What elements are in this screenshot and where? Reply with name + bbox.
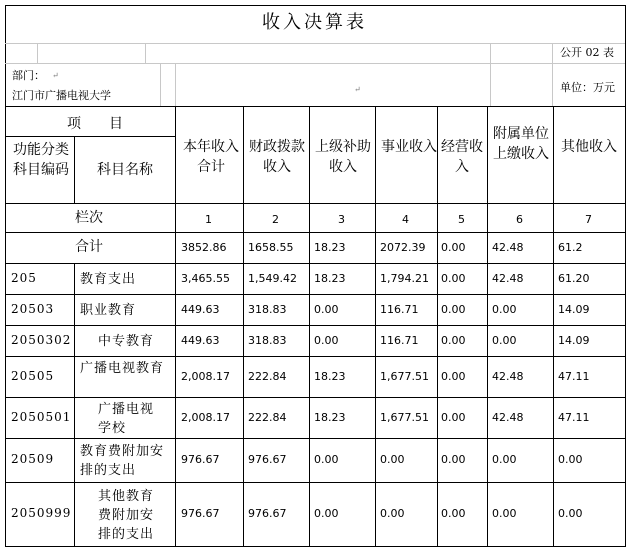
row-value: 14.09 (558, 302, 590, 316)
function-code-header: 功能分类科目编码 (13, 142, 69, 178)
function-code: 2050302 (11, 332, 72, 347)
row-rule (5, 294, 625, 295)
column-rule (375, 106, 376, 546)
row-value: 1,677.51 (380, 369, 429, 383)
row-value: 42.48 (492, 271, 524, 285)
row-value: 0.00 (558, 507, 583, 520)
function-code: 2050501 (11, 409, 72, 424)
row-value: 42.48 (492, 369, 524, 383)
subject-name: 广播电视学校 (98, 401, 155, 436)
row-value: 1,794.21 (380, 271, 429, 285)
subject-name: 其他教育费附加安排的支出 (98, 488, 155, 542)
form-number: 公开 02 表 (560, 46, 614, 59)
row-value: 449.63 (181, 302, 220, 316)
row-value: 222.84 (248, 369, 287, 383)
total-value: 1658.55 (248, 241, 294, 254)
row-rule (5, 136, 175, 137)
row-rule (5, 356, 625, 357)
table-border (5, 5, 6, 546)
row-value: 0.00 (441, 410, 466, 424)
row-rule (5, 438, 625, 439)
row-value: 0.00 (441, 333, 466, 347)
col-superior-subsidy-header: 上级补助收入 (315, 139, 371, 175)
column-rule (243, 106, 244, 546)
row-rule (5, 232, 625, 233)
col-affiliated-units-header: 附属单位上缴收入 (493, 126, 549, 162)
row-value: 0.00 (441, 369, 466, 383)
column-rule (309, 106, 310, 546)
column-index-number: 5 (458, 213, 465, 226)
department-label: 部门： (12, 69, 45, 82)
subject-name: 广播电视教育 (80, 360, 165, 376)
row-value: 14.09 (558, 333, 590, 347)
column-rule (487, 106, 488, 546)
row-value: 976.67 (181, 507, 220, 520)
function-code: 2050999 (11, 506, 72, 520)
function-code: 20503 (11, 301, 55, 316)
total-value: 3852.86 (181, 241, 227, 254)
column-rule (437, 106, 438, 546)
subject-name-header: 科目名称 (97, 162, 153, 178)
subject-name: 教育支出 (80, 272, 137, 287)
row-value: 976.67 (248, 507, 287, 520)
row-value: 449.63 (181, 333, 220, 347)
row-value: 1,677.51 (380, 410, 429, 424)
row-value: 3,465.55 (181, 271, 230, 285)
row-value: 2,008.17 (181, 369, 230, 383)
column-index-number: 3 (338, 213, 345, 226)
grid-line (5, 43, 625, 44)
row-value: 976.67 (181, 453, 220, 466)
row-value: 0.00 (441, 271, 466, 285)
col-operating-income-header: 经营收入 (441, 139, 483, 175)
department-name: 江门市广播电视大学 (12, 89, 111, 102)
row-value: 18.23 (314, 369, 346, 383)
total-value: 61.2 (558, 241, 583, 254)
row-value: 0.00 (441, 302, 466, 316)
table-border (5, 546, 626, 547)
column-rule (74, 136, 75, 203)
row-rule (5, 203, 625, 204)
function-code: 205 (11, 270, 37, 285)
row-value: 0.00 (441, 453, 466, 466)
table-border (5, 5, 625, 6)
col-business-income-header: 事业收入 (381, 139, 437, 155)
function-code: 20509 (11, 452, 55, 466)
grid-line (5, 63, 625, 64)
total-value: 0.00 (441, 241, 466, 254)
row-value: 18.23 (314, 410, 346, 424)
row-value: 0.00 (380, 453, 405, 466)
row-value: 1,549.42 (248, 271, 297, 285)
row-value: 18.23 (314, 271, 346, 285)
row-rule (5, 325, 625, 326)
unit-label: 单位：万元 (560, 81, 615, 94)
row-value: 0.00 (441, 507, 466, 520)
paragraph-mark: ↵ (354, 85, 361, 94)
grid-line (490, 63, 491, 106)
row-value: 318.83 (248, 302, 287, 316)
total-label: 合计 (75, 239, 103, 255)
sheet-title: 收入决算表 (262, 12, 367, 33)
row-value: 0.00 (492, 507, 517, 520)
row-value: 0.00 (492, 302, 517, 316)
column-rule (553, 106, 554, 546)
col-total-income-header: 本年收入合计 (183, 139, 239, 175)
row-value: 0.00 (314, 302, 339, 316)
item-header: 项 目 (67, 116, 123, 132)
paragraph-mark: ↵ (52, 71, 59, 80)
row-value: 0.00 (314, 333, 339, 347)
row-value: 2,008.17 (181, 410, 230, 424)
row-value: 47.11 (558, 410, 590, 424)
column-index-number: 7 (585, 213, 592, 226)
grid-line (552, 63, 553, 106)
row-value: 47.11 (558, 369, 590, 383)
grid-line (552, 43, 553, 63)
table-border (625, 5, 626, 546)
row-value: 116.71 (380, 302, 419, 316)
row-value: 0.00 (492, 453, 517, 466)
total-value: 2072.39 (380, 241, 426, 254)
total-value: 18.23 (314, 241, 346, 254)
subject-name: 职业教育 (80, 303, 137, 318)
row-rule (5, 106, 625, 107)
column-index-number: 2 (272, 213, 279, 226)
row-value: 0.00 (314, 453, 339, 466)
row-value: 222.84 (248, 410, 287, 424)
row-rule (5, 397, 625, 398)
row-value: 0.00 (492, 333, 517, 347)
column-index-number: 6 (516, 213, 523, 226)
row-value: 318.83 (248, 333, 287, 347)
grid-line (145, 43, 146, 63)
function-code: 20505 (11, 368, 55, 383)
col-other-income-header: 其他收入 (561, 139, 617, 155)
row-value: 976.67 (248, 453, 287, 466)
row-value: 116.71 (380, 333, 419, 347)
subject-name: 教育费附加安排的支出 (80, 444, 165, 478)
row-value: 0.00 (558, 453, 583, 466)
col-fiscal-allocation-header: 财政拨款收入 (249, 139, 305, 175)
column-rule (74, 263, 75, 546)
subject-name: 中专教育 (98, 334, 155, 349)
grid-line (37, 43, 38, 63)
total-value: 42.48 (492, 241, 524, 254)
column-index-number: 1 (205, 213, 212, 226)
grid-line (160, 63, 161, 106)
row-rule (5, 263, 625, 264)
column-index-label: 栏次 (75, 210, 103, 226)
grid-line (490, 43, 491, 63)
row-value: 61.20 (558, 271, 590, 285)
grid-line (175, 63, 176, 106)
column-index-number: 4 (402, 213, 409, 226)
row-rule (5, 482, 625, 483)
row-value: 42.48 (492, 410, 524, 424)
row-value: 0.00 (380, 507, 405, 520)
column-rule (175, 106, 176, 546)
row-value: 0.00 (314, 507, 339, 520)
